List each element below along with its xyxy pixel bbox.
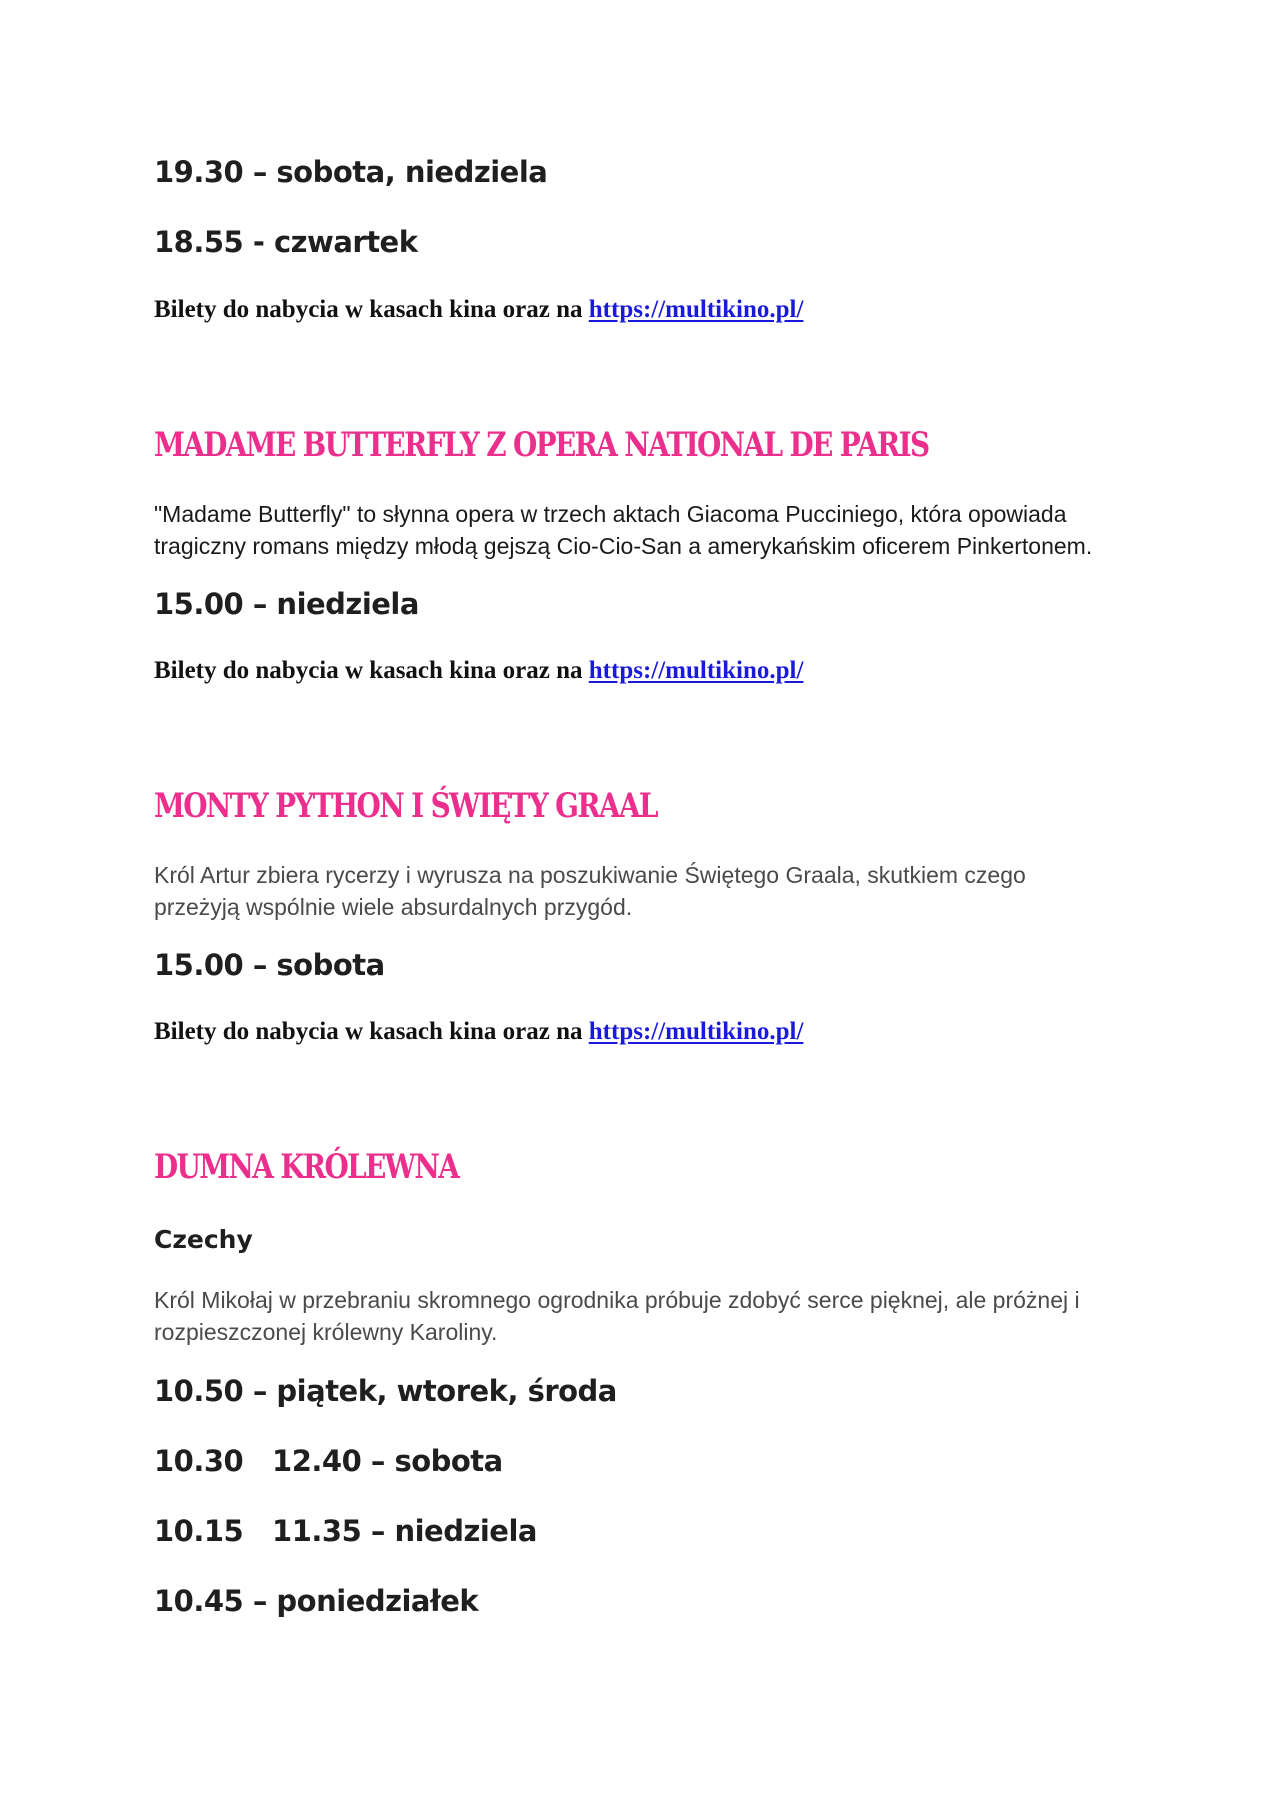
movie-title: DUMNA KRÓLEWNA <box>154 1147 459 1187</box>
movie-title: MONTY PYTHON I ŚWIĘTY GRAAL <box>154 786 657 826</box>
tickets-text: Bilety do nabycia w kasach kina oraz na <box>154 296 589 323</box>
tickets-text: Bilety do nabycia w kasach kina oraz na <box>154 1018 589 1045</box>
movie-country: Czechy <box>154 1225 253 1254</box>
multikino-link[interactable]: https://multikino.pl/ <box>588 1018 804 1045</box>
description-line: Król Mikołaj w przebraniu skromnego ogrodnika próbuje zdobyć serce pięknej, ale próżnej i <box>154 1287 1080 1313</box>
description-line: tragiczny romans między młodą gejszą Cio-Cio-San a amerykańskim oficerem Pinkertonem. <box>154 533 1093 559</box>
tickets-info <box>154 657 803 685</box>
movie-description <box>154 1284 1164 1348</box>
description-line: przeżyją wspólnie wiele absurdalnych przygód. <box>154 894 633 920</box>
tickets-info <box>154 1018 803 1046</box>
showtime: 15.00 – sobota <box>154 948 385 982</box>
description-line: "Madame Butterfly" to słynna opera w trzech aktach Giacoma Pucciniego, która opowiada <box>154 501 1067 527</box>
movie-title: MADAME BUTTERFLY Z OPERA NATIONAL DE PARIS <box>154 425 929 465</box>
multikino-link[interactable]: https://multikino.pl/ <box>588 657 804 684</box>
movie-description <box>154 498 1164 562</box>
tickets-info <box>154 296 803 324</box>
movie-description <box>154 859 1164 923</box>
showtime: 10.45 – poniedziałek <box>154 1584 479 1618</box>
showtime: 10.50 – piątek, wtorek, środa <box>154 1374 617 1408</box>
showtime: 10.30 12.40 – sobota <box>154 1444 503 1478</box>
showtime: 15.00 – niedziela <box>154 587 419 621</box>
description-line: rozpieszczonej królewny Karoliny. <box>154 1319 498 1345</box>
description-line: Król Artur zbiera rycerzy i wyrusza na poszukiwanie Świętego Graala, skutkiem czego <box>154 862 1026 888</box>
multikino-link[interactable]: https://multikino.pl/ <box>588 296 804 323</box>
showtime: 19.30 – sobota, niedziela <box>154 155 548 189</box>
tickets-text: Bilety do nabycia w kasach kina oraz na <box>154 657 589 684</box>
showtime: 18.55 - czwartek <box>154 225 418 259</box>
showtime: 10.15 11.35 – niedziela <box>154 1514 537 1548</box>
